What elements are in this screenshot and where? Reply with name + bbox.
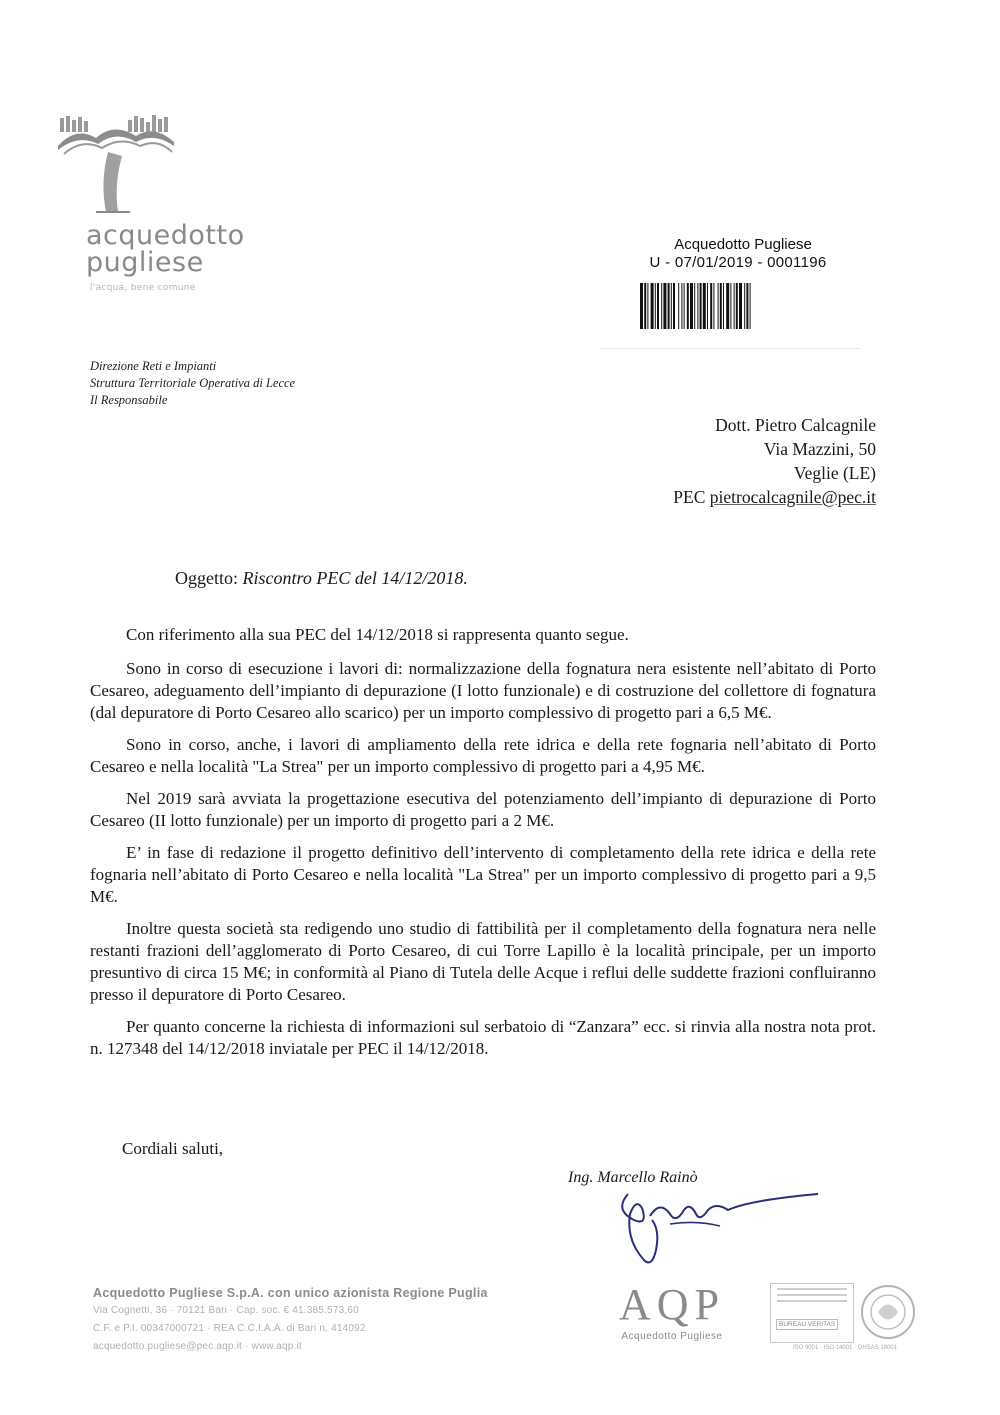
body-paragraph-4: Nel 2019 sarà avviata la progettazione esecutiva del potenziamento dell’impianto di depurazione di Porto Cesareo (II lotto funzionale) per un importo di progetto pari a 2 M€.	[90, 789, 876, 830]
barcode-icon	[640, 283, 852, 329]
aqueduct-tree-logo-icon	[56, 112, 176, 220]
logo-wordmark	[86, 222, 245, 276]
aqp-logo-mark: AQP	[618, 1280, 726, 1329]
body-paragraph-7: Per quanto concerne la richiesta di informazioni sul serbatoio di “Zanzara” ecc. si rinvia alla nostra nota prot. n. 127348 del 14/12/2018 inviatale per PEC il 14/12/2018.	[90, 1017, 876, 1058]
certification-box	[770, 1283, 854, 1343]
body-paragraph-3: Sono in corso, anche, i lavori di ampliamento della rete idrica e della rete fognaria nell’abitato di Porto Cesareo e nella località "La Strea" per un importo complessivo di progetto pari a 4,95 M€.	[90, 735, 876, 776]
aqp-logo-subtitle: Acquedotto Pugliese	[621, 1331, 723, 1342]
recipient-city: Veglie (LE)	[793, 463, 876, 483]
footer-company: Acquedotto Pugliese S.p.A. con unico azionista Regione Puglia	[93, 1286, 488, 1300]
footer-contact: acquedotto.pugliese@pec.aqp.it · www.aqp.it	[93, 1341, 302, 1352]
certification-seal-icon	[860, 1283, 916, 1341]
stamp-divider	[600, 348, 860, 349]
letter-body	[90, 624, 876, 1070]
recipient-block	[673, 413, 876, 509]
sender-structure: Struttura Territoriale Operativa di Lecce	[90, 376, 296, 390]
certification-badges	[770, 1283, 920, 1355]
subject-line	[175, 568, 468, 589]
sender-department: Direzione Reti e Impianti	[90, 359, 217, 373]
sender-block	[90, 358, 295, 409]
recipient-pec-address[interactable]: pietrocalcagnile@pec.it	[709, 487, 876, 507]
recipient-pec	[673, 485, 876, 509]
closing-salutation: Cordiali saluti,	[122, 1139, 224, 1158]
recipient-name: Dott. Pietro Calcagnile	[715, 415, 876, 435]
protocol-stamp	[618, 236, 858, 272]
recipient-pec-label: PEC	[673, 487, 706, 507]
logo-wordmark-line1: acquedotto	[86, 220, 245, 251]
footer-registry: C.F. e P.I. 00347000721 · REA C.C.I.A.A. di Bari n. 414092	[93, 1323, 366, 1334]
certification-caption: ISO 9001 · ISO 14001 · OHSAS 18001	[792, 1345, 898, 1351]
body-paragraph-6: Inoltre questa società sta redigendo uno studio di fattibilità per il completamento della fognatura nera nelle restanti frazioni dell’agglomerato di Porto Cesareo, di cui Torre Lapillo è la località principale, per un importo presuntivo di circa 15 M€; in conformità al Piano di Tutela delle Acque i reflui delle suddette frazioni confluiranno presso il depuratore di Porto Cesareo.	[90, 919, 876, 1004]
protocol-issuer: Acquedotto Pugliese	[674, 236, 812, 253]
subject-text: Riscontro PEC del 14/12/2018.	[242, 568, 468, 588]
subject-label: Oggetto:	[175, 568, 238, 588]
body-paragraph-1: Con riferimento alla sua PEC del 14/12/2018 si rappresenta quanto segue.	[126, 625, 629, 644]
footer-company-info	[93, 1284, 488, 1356]
body-paragraph-2: Sono in corso di esecuzione i lavori di: normalizzazione della fognatura nera esistente nell’abitato di Porto Cesareo, adeguamento dell’impianto di depurazione (I lotto funzionale) e di costruzione del collettore di fognatura (dal depuratore di Porto Cesareo allo scarico) per un importo complessivo di progetto pari a 6,5 M€.	[90, 659, 876, 722]
body-paragraph-5: E’ in fase di redazione il progetto definitivo dell’intervento di completamento della rete idrica e della rete fognaria nell’abitato di Porto Cesareo e nella località "La Strea" per un importo complessivo di progetto pari a 9,5 M€.	[90, 843, 876, 906]
sender-role: Il Responsabile	[90, 393, 168, 407]
aqp-logo	[597, 1280, 747, 1342]
recipient-street: Via Mazzini, 50	[763, 439, 876, 459]
signatory-name: Ing. Marcello Rainò	[568, 1169, 698, 1186]
bureau-veritas-label: BUREAU VERITAS	[776, 1319, 838, 1330]
footer-address: Via Cognetti, 36 · 70121 Bari · Cap. soc. € 41.385.573,60	[93, 1305, 359, 1316]
protocol-number: U - 07/01/2019 - 0001196	[649, 254, 827, 271]
logo-wordmark-line2: pugliese	[86, 247, 204, 278]
handwritten-signature-icon	[600, 1180, 820, 1270]
logo-tagline: l'acqua, bene comune	[90, 283, 196, 293]
